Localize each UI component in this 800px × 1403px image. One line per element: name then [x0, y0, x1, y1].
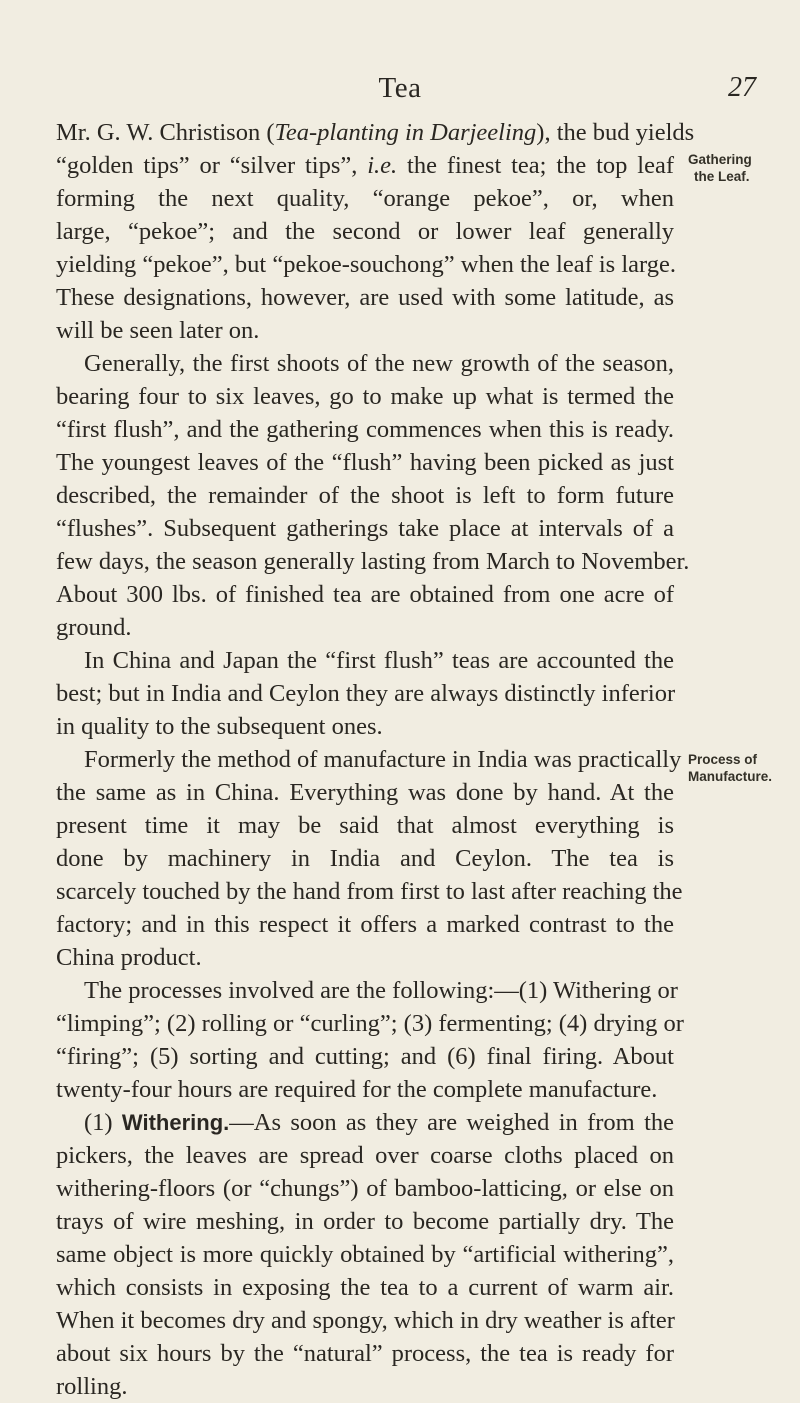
text-line: few days, the season generally lasting from March to November. — [56, 548, 690, 575]
text-line: bearing four to six leaves, go to make up what is termed the — [56, 383, 674, 410]
text-line: “firing”; (5) sorting and cutting; and (6) final firing. About — [56, 1043, 674, 1070]
sidenote-line: Gathering — [688, 152, 752, 167]
section-heading: Withering. — [121, 1110, 230, 1135]
text-line: pickers, the leaves are spread over coarse cloths placed on — [56, 1142, 674, 1169]
text-line: ground. — [56, 614, 132, 641]
text-line: will be seen later on. — [56, 317, 260, 344]
body-text — [56, 116, 695, 1403]
text-line: factory; and in this respect it offers a marked contrast to the — [56, 911, 674, 938]
text-line: In China and Japan the “first flush” teas are accounted the — [84, 647, 674, 674]
text-line: These designations, however, are used with some latitude, as — [56, 284, 674, 311]
text-line: Mr. G. W. Christison (Tea-planting in Darjeeling), the bud yields — [56, 119, 695, 146]
text-line: yielding “pekoe”, but “pekoe-souchong” when the leaf is large. — [56, 251, 676, 278]
page-header — [0, 72, 800, 112]
abbreviation: i.e. — [367, 152, 398, 179]
running-title: Tea — [378, 72, 422, 104]
sidenote-gathering — [688, 151, 800, 185]
book-title: Tea-planting in Darjeeling — [274, 119, 537, 146]
text-line: “golden tips” or “silver tips”, i.e. the finest tea; the top leaf — [56, 152, 674, 179]
sidenote-line: Process of — [688, 752, 758, 767]
text-line: same object is more quickly obtained by “artificial withering”, — [56, 1241, 674, 1268]
sidenote-process — [688, 751, 800, 785]
text-line: large, “pekoe”; and the second or lower leaf generally — [56, 218, 674, 245]
text-line: “first flush”, and the gathering commences when this is ready. — [56, 416, 674, 443]
text-line: China product. — [56, 944, 202, 971]
text-line: About 300 lbs. of finished tea are obtained from one acre of — [56, 581, 674, 608]
text-line: the same as in China. Everything was done by hand. At the — [56, 779, 674, 806]
text-line: rolling. — [56, 1373, 128, 1400]
text-line: described, the remainder of the shoot is left to form future — [56, 482, 674, 509]
text-line: The youngest leaves of the “flush” having been picked as just — [56, 449, 674, 476]
text-line: (1) Withering.—As soon as they are weighed in from the — [84, 1109, 674, 1136]
text-line: Generally, the first shoots of the new growth of the season, — [84, 350, 674, 377]
text-line: in quality to the subsequent ones. — [56, 713, 383, 740]
text-line: When it becomes dry and spongy, which in dry weather is after — [56, 1307, 675, 1334]
text-line: best; but in India and Ceylon they are always distinctly inferior — [56, 680, 676, 707]
text-line: about six hours by the “natural” process, the tea is ready for — [56, 1340, 674, 1367]
text-line: The processes involved are the following:—(1) Withering or — [84, 977, 678, 1004]
text-line: forming the next quality, “orange pekoe”, or, when — [56, 185, 674, 212]
text-line: withering-floors (or “chungs”) of bamboo-latticing, or else on — [56, 1175, 674, 1202]
page-number: 27 — [728, 72, 756, 103]
sidenote-line: Manufacture. — [688, 769, 773, 784]
text-line: done by machinery in India and Ceylon. The tea is — [56, 845, 674, 872]
text-line: “limping”; (2) rolling or “curling”; (3) fermenting; (4) drying or — [56, 1010, 684, 1037]
text-line: Formerly the method of manufacture in India was practically — [84, 746, 682, 773]
text-line: twenty-four hours are required for the complete manufacture. — [56, 1076, 658, 1103]
sidenote-line: the Leaf. — [694, 169, 750, 184]
text-line: which consists in exposing the tea to a current of warm air. — [56, 1274, 674, 1301]
text-line: scarcely touched by the hand from first to last after reaching the — [56, 878, 683, 905]
text-line: trays of wire meshing, in order to become partially dry. The — [56, 1208, 674, 1235]
text-line: present time it may be said that almost everything is — [56, 812, 674, 839]
text-line: “flushes”. Subsequent gatherings take place at intervals of a — [56, 515, 674, 542]
